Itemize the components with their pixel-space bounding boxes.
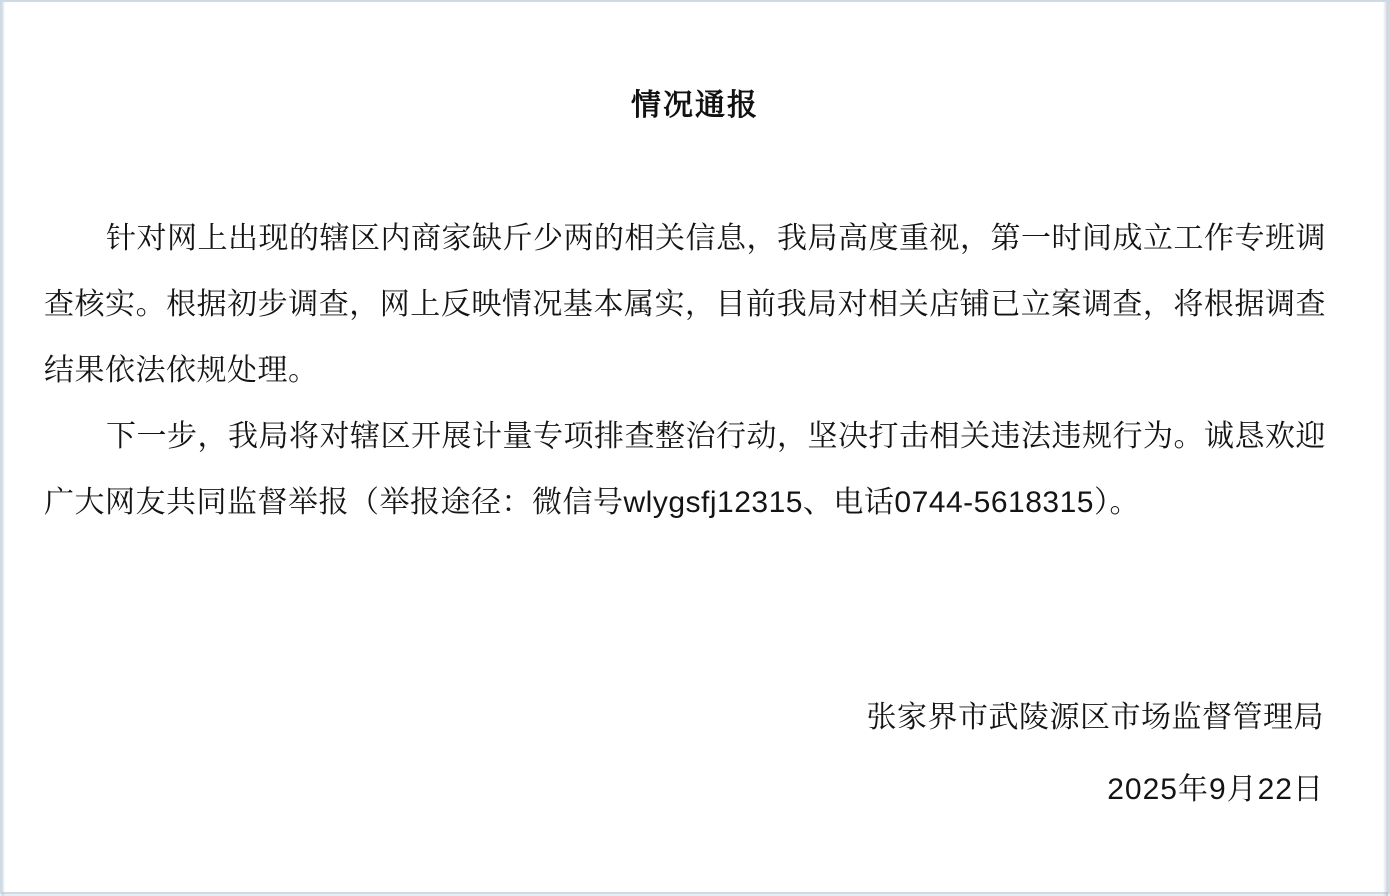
- paragraph-2: 下一步，我局将对辖区开展计量专项排查整治行动，坚决打击相关违法违规行为。诚恳欢迎广大网友共同监督举报（举报途径：微信号wlygsfj12315、电话0744-5618315）。: [44, 420, 1326, 519]
- paragraph-1: 针对网上出现的辖区内商家缺斤少两的相关信息，我局高度重视，第一时间成立工作专班调查核实。根据初步调查，网上反映情况基本属实，目前我局对相关店铺已立案调查，将根据调查结果依法依规处理。: [44, 222, 1326, 387]
- signature-date: 2025年9月22日: [1107, 773, 1324, 806]
- signature-block: [867, 696, 1325, 812]
- page-title: 情况通报: [631, 89, 759, 122]
- document-content: [44, 124, 1326, 536]
- signature-organization: 张家界市武陵源区市场监督管理局: [866, 701, 1324, 734]
- document-body: [2, 2, 1388, 892]
